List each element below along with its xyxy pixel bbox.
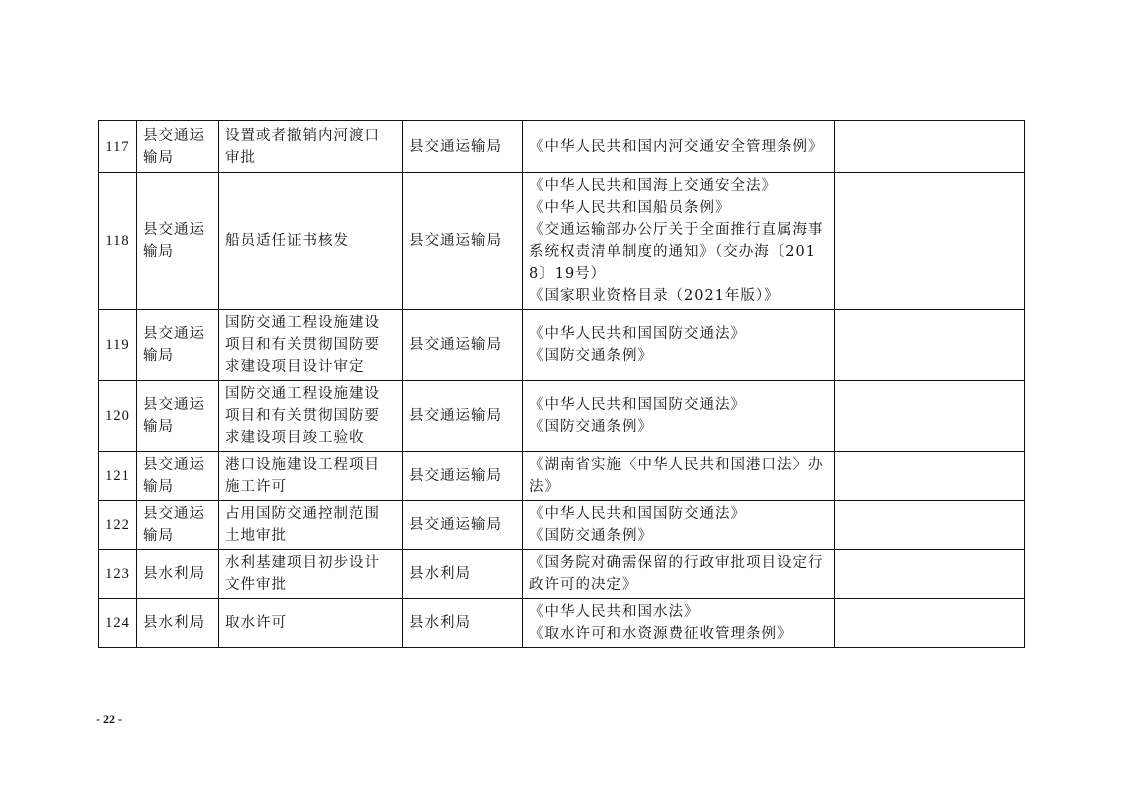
cell-number: 122 (99, 501, 137, 550)
basis-line: 《中华人民共和国内河交通安全管理条例》 (529, 138, 824, 155)
cell-number: 124 (99, 599, 137, 648)
basis-line: 《国家职业资格目录（2021年版）》 (529, 288, 780, 304)
basis-line: 《国防交通条例》 (529, 419, 653, 435)
basis-line: 《中华人民共和国国防交通法》 (529, 397, 746, 413)
cell-number: 117 (99, 121, 137, 173)
item-line: 求建设项目竣工验收 (225, 430, 365, 446)
dept-line: 县交通运 (143, 457, 205, 473)
item-line: 取水许可 (225, 615, 287, 631)
cell-approval-item (219, 599, 403, 648)
item-line: 求建设项目设计审定 (225, 359, 365, 375)
dept-line: 输局 (143, 528, 174, 544)
dept-line: 县水利局 (143, 566, 205, 582)
basis-line: 《湖南省实施〈中华人民共和国港口法〉办法》 (529, 457, 824, 495)
cell-number: 123 (99, 550, 137, 599)
cell-legal-basis (523, 121, 835, 173)
cell-approval-item (219, 452, 403, 501)
cell-implementing-body: 县交通运输局 (403, 452, 523, 501)
dept-line: 县水利局 (143, 615, 205, 631)
item-line: 设置或者撤销内河渡口 (225, 127, 380, 144)
cell-department (137, 501, 219, 550)
table-row (99, 310, 1025, 381)
basis-line: 《交通运输部办公厅关于全面推行直属海事系统权责清单制度的通知》（交办海〔2018〕19号） (529, 222, 824, 282)
cell-remark (835, 550, 1025, 599)
cell-department (137, 310, 219, 381)
table-row (99, 501, 1025, 550)
cell-number: 119 (99, 310, 137, 381)
cell-implementing-body: 县水利局 (403, 599, 523, 648)
dept-line: 县交通运 (143, 397, 205, 413)
cell-implementing-body: 县交通运输局 (403, 121, 523, 173)
cell-approval-item (219, 310, 403, 381)
administrative-approval-table (98, 120, 1025, 648)
cell-department (137, 550, 219, 599)
cell-implementing-body: 县交通运输局 (403, 310, 523, 381)
basis-line: 《国防交通条例》 (529, 348, 653, 364)
table-row (99, 550, 1025, 599)
dept-line: 县交通运 (143, 127, 205, 144)
cell-remark (835, 310, 1025, 381)
item-line: 国防交通工程设施建设 (225, 386, 380, 402)
cell-legal-basis (523, 310, 835, 381)
cell-implementing-body: 县交通运输局 (403, 501, 523, 550)
basis-line: 《国防交通条例》 (529, 528, 653, 544)
dept-line: 县交通运 (143, 506, 205, 522)
table-row (99, 121, 1025, 173)
basis-line: 《取水许可和水资源费征收管理条例》 (529, 626, 793, 642)
item-line: 水利基建项目初步设计 (225, 555, 380, 571)
item-line: 审批 (225, 149, 256, 166)
basis-line: 《中华人民共和国水法》 (529, 604, 700, 620)
cell-legal-basis (523, 173, 835, 310)
dept-line: 输局 (143, 419, 174, 435)
cell-remark (835, 173, 1025, 310)
cell-implementing-body: 县交通运输局 (403, 381, 523, 452)
cell-legal-basis (523, 381, 835, 452)
cell-department (137, 121, 219, 173)
cell-department (137, 599, 219, 648)
table-row (99, 452, 1025, 501)
cell-remark (835, 121, 1025, 173)
item-line: 项目和有关贯彻国防要 (225, 337, 380, 353)
basis-line: 《中华人民共和国船员条例》 (529, 200, 731, 216)
cell-approval-item (219, 173, 403, 310)
basis-line: 《中华人民共和国海上交通安全法》 (529, 178, 777, 194)
cell-legal-basis (523, 599, 835, 648)
cell-department (137, 381, 219, 452)
item-line: 土地审批 (225, 528, 287, 544)
cell-number: 121 (99, 452, 137, 501)
table-body (99, 121, 1025, 648)
cell-department (137, 452, 219, 501)
cell-legal-basis (523, 452, 835, 501)
table-row (99, 173, 1025, 310)
cell-approval-item (219, 381, 403, 452)
cell-remark (835, 452, 1025, 501)
item-line: 文件审批 (225, 577, 287, 593)
cell-implementing-body: 县交通运输局 (403, 173, 523, 310)
item-line: 施工许可 (225, 479, 287, 495)
basis-line: 《中华人民共和国国防交通法》 (529, 506, 746, 522)
dept-line: 输局 (143, 479, 174, 495)
cell-department (137, 173, 219, 310)
table-row (99, 599, 1025, 648)
page-number: - 22 - (96, 712, 122, 726)
cell-approval-item (219, 550, 403, 599)
item-line: 占用国防交通控制范围 (225, 506, 380, 522)
table-row (99, 381, 1025, 452)
cell-legal-basis (523, 501, 835, 550)
basis-line: 《国务院对确需保留的行政审批项目设定行政许可的决定》 (529, 555, 824, 593)
item-line: 国防交通工程设施建设 (225, 315, 380, 331)
cell-approval-item (219, 121, 403, 173)
item-line: 船员适任证书核发 (225, 233, 349, 249)
cell-number: 120 (99, 381, 137, 452)
cell-remark (835, 501, 1025, 550)
item-line: 港口设施建设工程项目 (225, 457, 380, 473)
basis-line: 《中华人民共和国国防交通法》 (529, 326, 746, 342)
cell-remark (835, 599, 1025, 648)
item-line: 项目和有关贯彻国防要 (225, 408, 380, 424)
cell-number: 118 (99, 173, 137, 310)
cell-legal-basis (523, 550, 835, 599)
cell-remark (835, 381, 1025, 452)
cell-implementing-body: 县水利局 (403, 550, 523, 599)
dept-line: 输局 (143, 244, 174, 260)
dept-line: 县交通运 (143, 326, 205, 342)
dept-line: 输局 (143, 149, 174, 166)
dept-line: 县交通运 (143, 222, 205, 238)
cell-approval-item (219, 501, 403, 550)
dept-line: 输局 (143, 348, 174, 364)
